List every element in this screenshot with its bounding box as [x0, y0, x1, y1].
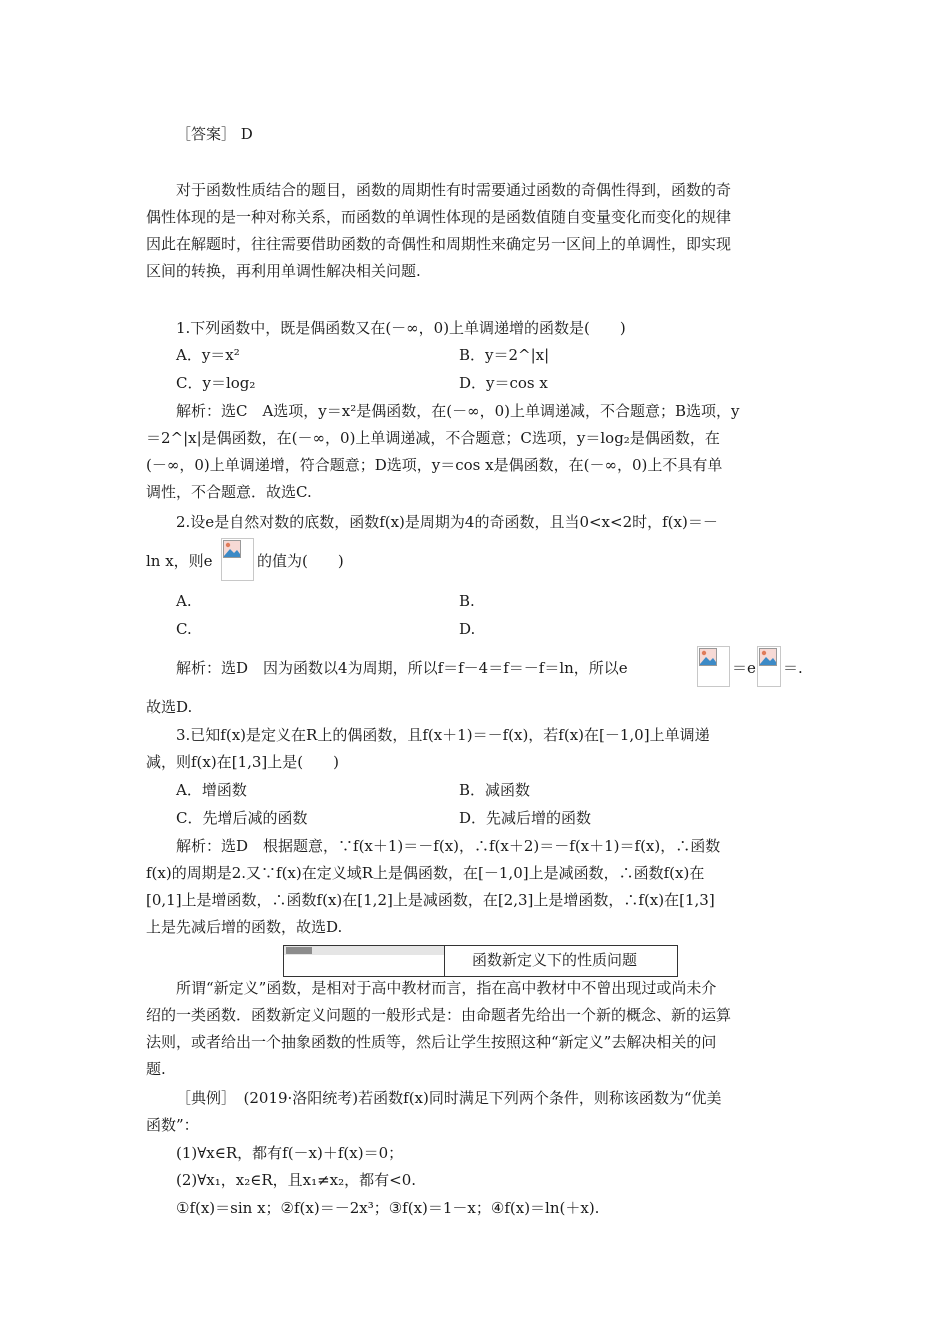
section-banner [283, 945, 678, 977]
broken-image-icon [221, 538, 254, 581]
section-tag [284, 946, 444, 955]
question-1-option-a: A．y＝x² [176, 346, 240, 364]
summary-line: 对于函数性质结合的题目，函数的周期性有时需要通过函数的奇偶性得到，函数的奇 [176, 181, 732, 199]
question-3-stem: 减，则f(x)在[1,3]上是( ) [146, 753, 339, 771]
intro-line: 绍的一类函数．函数新定义问题的一般形式是：由命题者先给出一个新的概念、新的运算 [146, 1006, 732, 1024]
question-1-solution-line: 调性，不合题意．故选C. [146, 483, 312, 501]
question-2-solution: ＝. [783, 659, 803, 677]
question-2-option-a: A. [176, 592, 192, 610]
summary-line: 区间的转换，再利用单调性解决相关问题. [146, 262, 421, 280]
example-candidates: ①f(x)＝sin x；②f(x)＝－2x³；③f(x)＝1－x；④f(x)＝ln(＋x). [176, 1199, 600, 1217]
question-2-stem: 的值为( ) [257, 552, 344, 570]
example-line: 函数”： [146, 1116, 199, 1134]
question-1-option-c: C．y＝log₂ [176, 374, 256, 392]
example-condition-1: (1)∀x∈R，都有f(－x)＋f(x)＝0； [176, 1144, 404, 1162]
summary-line: 偶性体现的是一种对称关系，而函数的单调性体现的是函数值随自变量变化而变化的规律 [146, 208, 732, 226]
banner-divider [444, 946, 445, 976]
question-2-stem: ln x，则e [146, 552, 213, 570]
question-1-option-d: D．y＝cos x [459, 374, 548, 392]
question-2-option-d: D. [459, 620, 476, 638]
answer-line: ［答案］ D [176, 125, 253, 143]
intro-line: 所谓“新定义”函数，是相对于高中教材而言，指在高中教材中不曾出现过或尚未介 [176, 979, 717, 997]
question-3-option-c: C．先增后减的函数 [176, 809, 308, 827]
question-1-solution-line: (－∞，0)上单调递增，符合题意；D选项，y＝cos x是偶函数，在(－∞，0)上不具有单 [146, 456, 723, 474]
section-tag-marker [286, 947, 312, 954]
question-3-solution-line: [0,1]上是增函数，∴函数f(x)在[1,2]上是减函数，在[2,3]上是增函数，∴f(x)在[1,3] [146, 891, 715, 909]
summary-line: 因此在解题时，往往需要借助函数的奇偶性和周期性来确定另一区间上的单调性，即实现 [146, 235, 732, 253]
question-3-option-b: B．减函数 [459, 781, 531, 799]
intro-line: 题. [146, 1060, 166, 1078]
question-2-solution: 解析：选D 因为函数以4为周期，所以f＝f－4＝f＝－f＝ln，所以e [176, 659, 628, 677]
question-1-solution-line: ＝2^|x|是偶函数，在(－∞，0)上单调递减，不合题意；C选项，y＝log₂是偶函数，在 [146, 429, 720, 447]
question-2-solution: 故选D. [146, 698, 193, 716]
question-3-stem: 3.已知f(x)是定义在R上的偶函数，且f(x＋1)＝－f(x)，若f(x)在[－1,0]上单调递 [176, 726, 710, 744]
question-3-solution-line: 解析：选D 根据题意，∵f(x＋1)＝－f(x)，∴f(x＋2)＝－f(x＋1)＝f(x)，∴函数 [176, 837, 721, 855]
question-2-stem: 2.设e是自然对数的底数，函数f(x)是周期为4的奇函数，且当0<x<2时，f(x)＝－ [176, 513, 718, 531]
question-3-solution-line: 上是先减后增的函数，故选D. [146, 918, 343, 936]
broken-image-icon [757, 646, 781, 687]
question-1-stem: 1.下列函数中，既是偶函数又在(－∞，0)上单调递增的函数是( ) [176, 319, 626, 337]
example-condition-2: (2)∀x₁，x₂∈R，且x₁≠x₂，都有<0. [176, 1171, 417, 1189]
question-3-solution-line: f(x)的周期是2.又∵f(x)在定义域R上是偶函数，在[－1,0]上是减函数，∴函数f(x)在 [146, 864, 705, 882]
question-1-option-b: B．y＝2^|x| [459, 346, 550, 364]
example-line: ［典例］ (2019·洛阳统考)若函数f(x)同时满足下列两个条件，则称该函数为“优美 [176, 1089, 722, 1107]
question-3-option-a: A．增函数 [176, 781, 247, 799]
section-title: 函数新定义下的性质问题 [472, 951, 638, 969]
question-2-solution: ＝e [732, 659, 756, 677]
question-2-option-b: B. [459, 592, 475, 610]
question-2-option-c: C. [176, 620, 192, 638]
broken-image-icon [697, 646, 730, 687]
question-1-solution-line: 解析：选C A选项，y＝x²是偶函数，在(－∞，0)上单调递减，不合题意；B选项，y [176, 402, 740, 420]
intro-line: 法则，或者给出一个抽象函数的性质等，然后让学生按照这种“新定义”去解决相关的问 [146, 1033, 717, 1051]
question-3-option-d: D．先减后增的函数 [459, 809, 592, 827]
